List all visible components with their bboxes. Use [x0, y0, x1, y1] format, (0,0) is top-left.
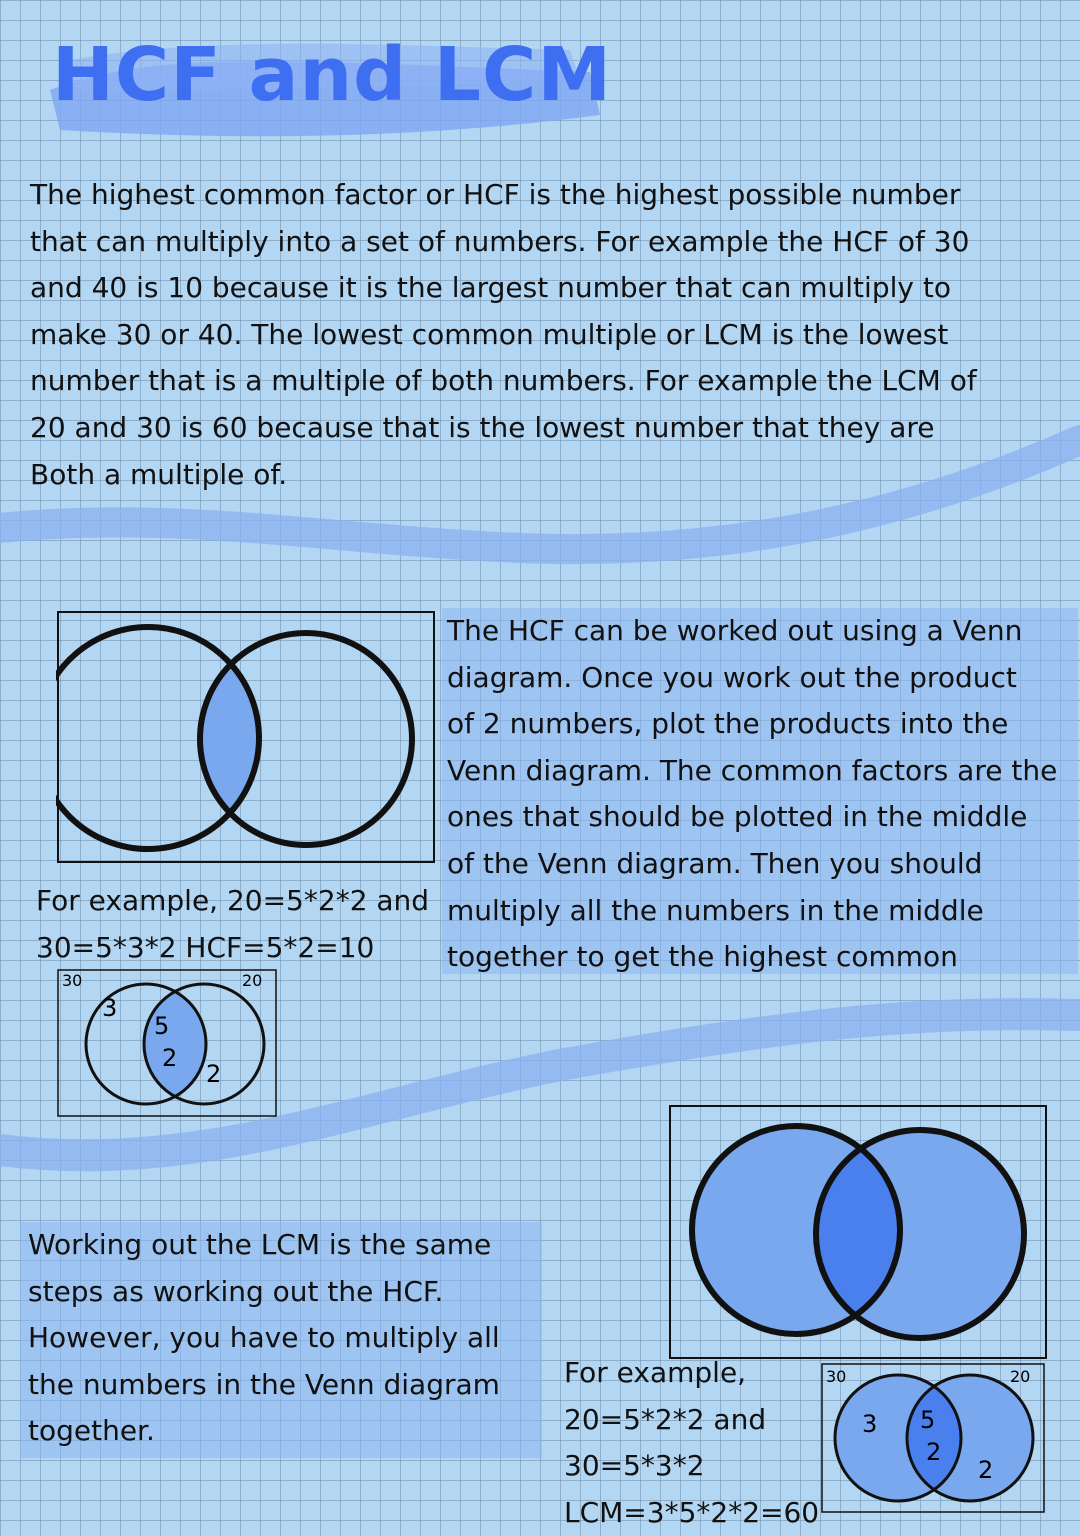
- intro-line: 20 and 30 is 60 because that is the lowest number that they are: [30, 410, 935, 444]
- intro-line: Both a multiple of.: [30, 457, 288, 491]
- lcm-venn-diagram: [668, 1104, 1048, 1360]
- venn-right-label: 20: [242, 971, 263, 990]
- hcf-venn-diagram: [56, 610, 436, 864]
- page-title: HCF and LCM: [52, 32, 613, 118]
- lcm-example-line: 20=5*2*2 and: [564, 1402, 767, 1436]
- lcm-explanation: [20, 1222, 542, 1458]
- lcm-line: However, you have to multiply all: [28, 1321, 500, 1355]
- hcf-example: [36, 878, 456, 971]
- hcf-line: of the Venn diagram. Then you should: [447, 846, 983, 880]
- intro-paragraph: [30, 172, 1060, 498]
- lcm-line: together.: [28, 1414, 155, 1448]
- venn-left-value: 3: [862, 1410, 878, 1438]
- venn-middle-value: 5: [920, 1406, 936, 1434]
- hcf-line: of 2 numbers, plot the products into the: [447, 707, 1009, 741]
- venn-middle-value: 2: [926, 1438, 942, 1466]
- lcm-example: [564, 1350, 824, 1536]
- hcf-example-line: For example, 20=5*2*2 and: [36, 884, 430, 917]
- lcm-line: Working out the LCM is the same: [28, 1228, 492, 1261]
- intro-line: make 30 or 40. The lowest common multiple or LCM is the lowest: [30, 317, 949, 351]
- hcf-line: multiply all the numbers in the middle: [447, 893, 984, 927]
- venn-middle-value: 5: [154, 1012, 170, 1040]
- venn-right-value: 2: [978, 1456, 994, 1484]
- lcm-line: steps as working out the HCF.: [28, 1274, 444, 1308]
- venn-left-label: 30: [826, 1367, 847, 1386]
- lcm-example-venn: [820, 1362, 1046, 1514]
- lcm-line: the numbers in the Venn diagram: [28, 1367, 500, 1401]
- hcf-line: together to get the highest common: [447, 940, 958, 974]
- intro-line: and 40 is 10 because it is the largest number that can multiply to: [30, 271, 951, 305]
- hcf-line: Venn diagram. The common factors are the: [447, 753, 1058, 787]
- intro-line: that can multiply into a set of numbers. For example the HCF of 30: [30, 224, 970, 258]
- intro-line: number that is a multiple of both numbers. For example the LCM of: [30, 364, 977, 398]
- venn-left-label: 30: [62, 971, 83, 990]
- hcf-line: ones that should be plotted in the middle: [447, 800, 1028, 834]
- lcm-example-line: LCM=3*5*2*2=60: [564, 1495, 820, 1529]
- hcf-example-venn: [56, 968, 280, 1120]
- intro-line: The highest common factor or HCF is the highest possible number: [30, 178, 961, 211]
- lcm-example-line: 30=5*3*2: [564, 1449, 705, 1483]
- hcf-explanation: [442, 608, 1078, 974]
- lcm-example-line: For example,: [564, 1356, 747, 1389]
- venn-right-label: 20: [1010, 1367, 1031, 1386]
- venn-right-value: 2: [206, 1060, 222, 1088]
- hcf-line: The HCF can be worked out using a Venn: [447, 614, 1023, 647]
- hcf-example-line: 30=5*3*2 HCF=5*2=10: [36, 930, 375, 964]
- venn-middle-value: 2: [162, 1044, 178, 1072]
- venn-left-value: 3: [102, 994, 118, 1022]
- hcf-line: diagram. Once you work out the product: [447, 660, 1017, 694]
